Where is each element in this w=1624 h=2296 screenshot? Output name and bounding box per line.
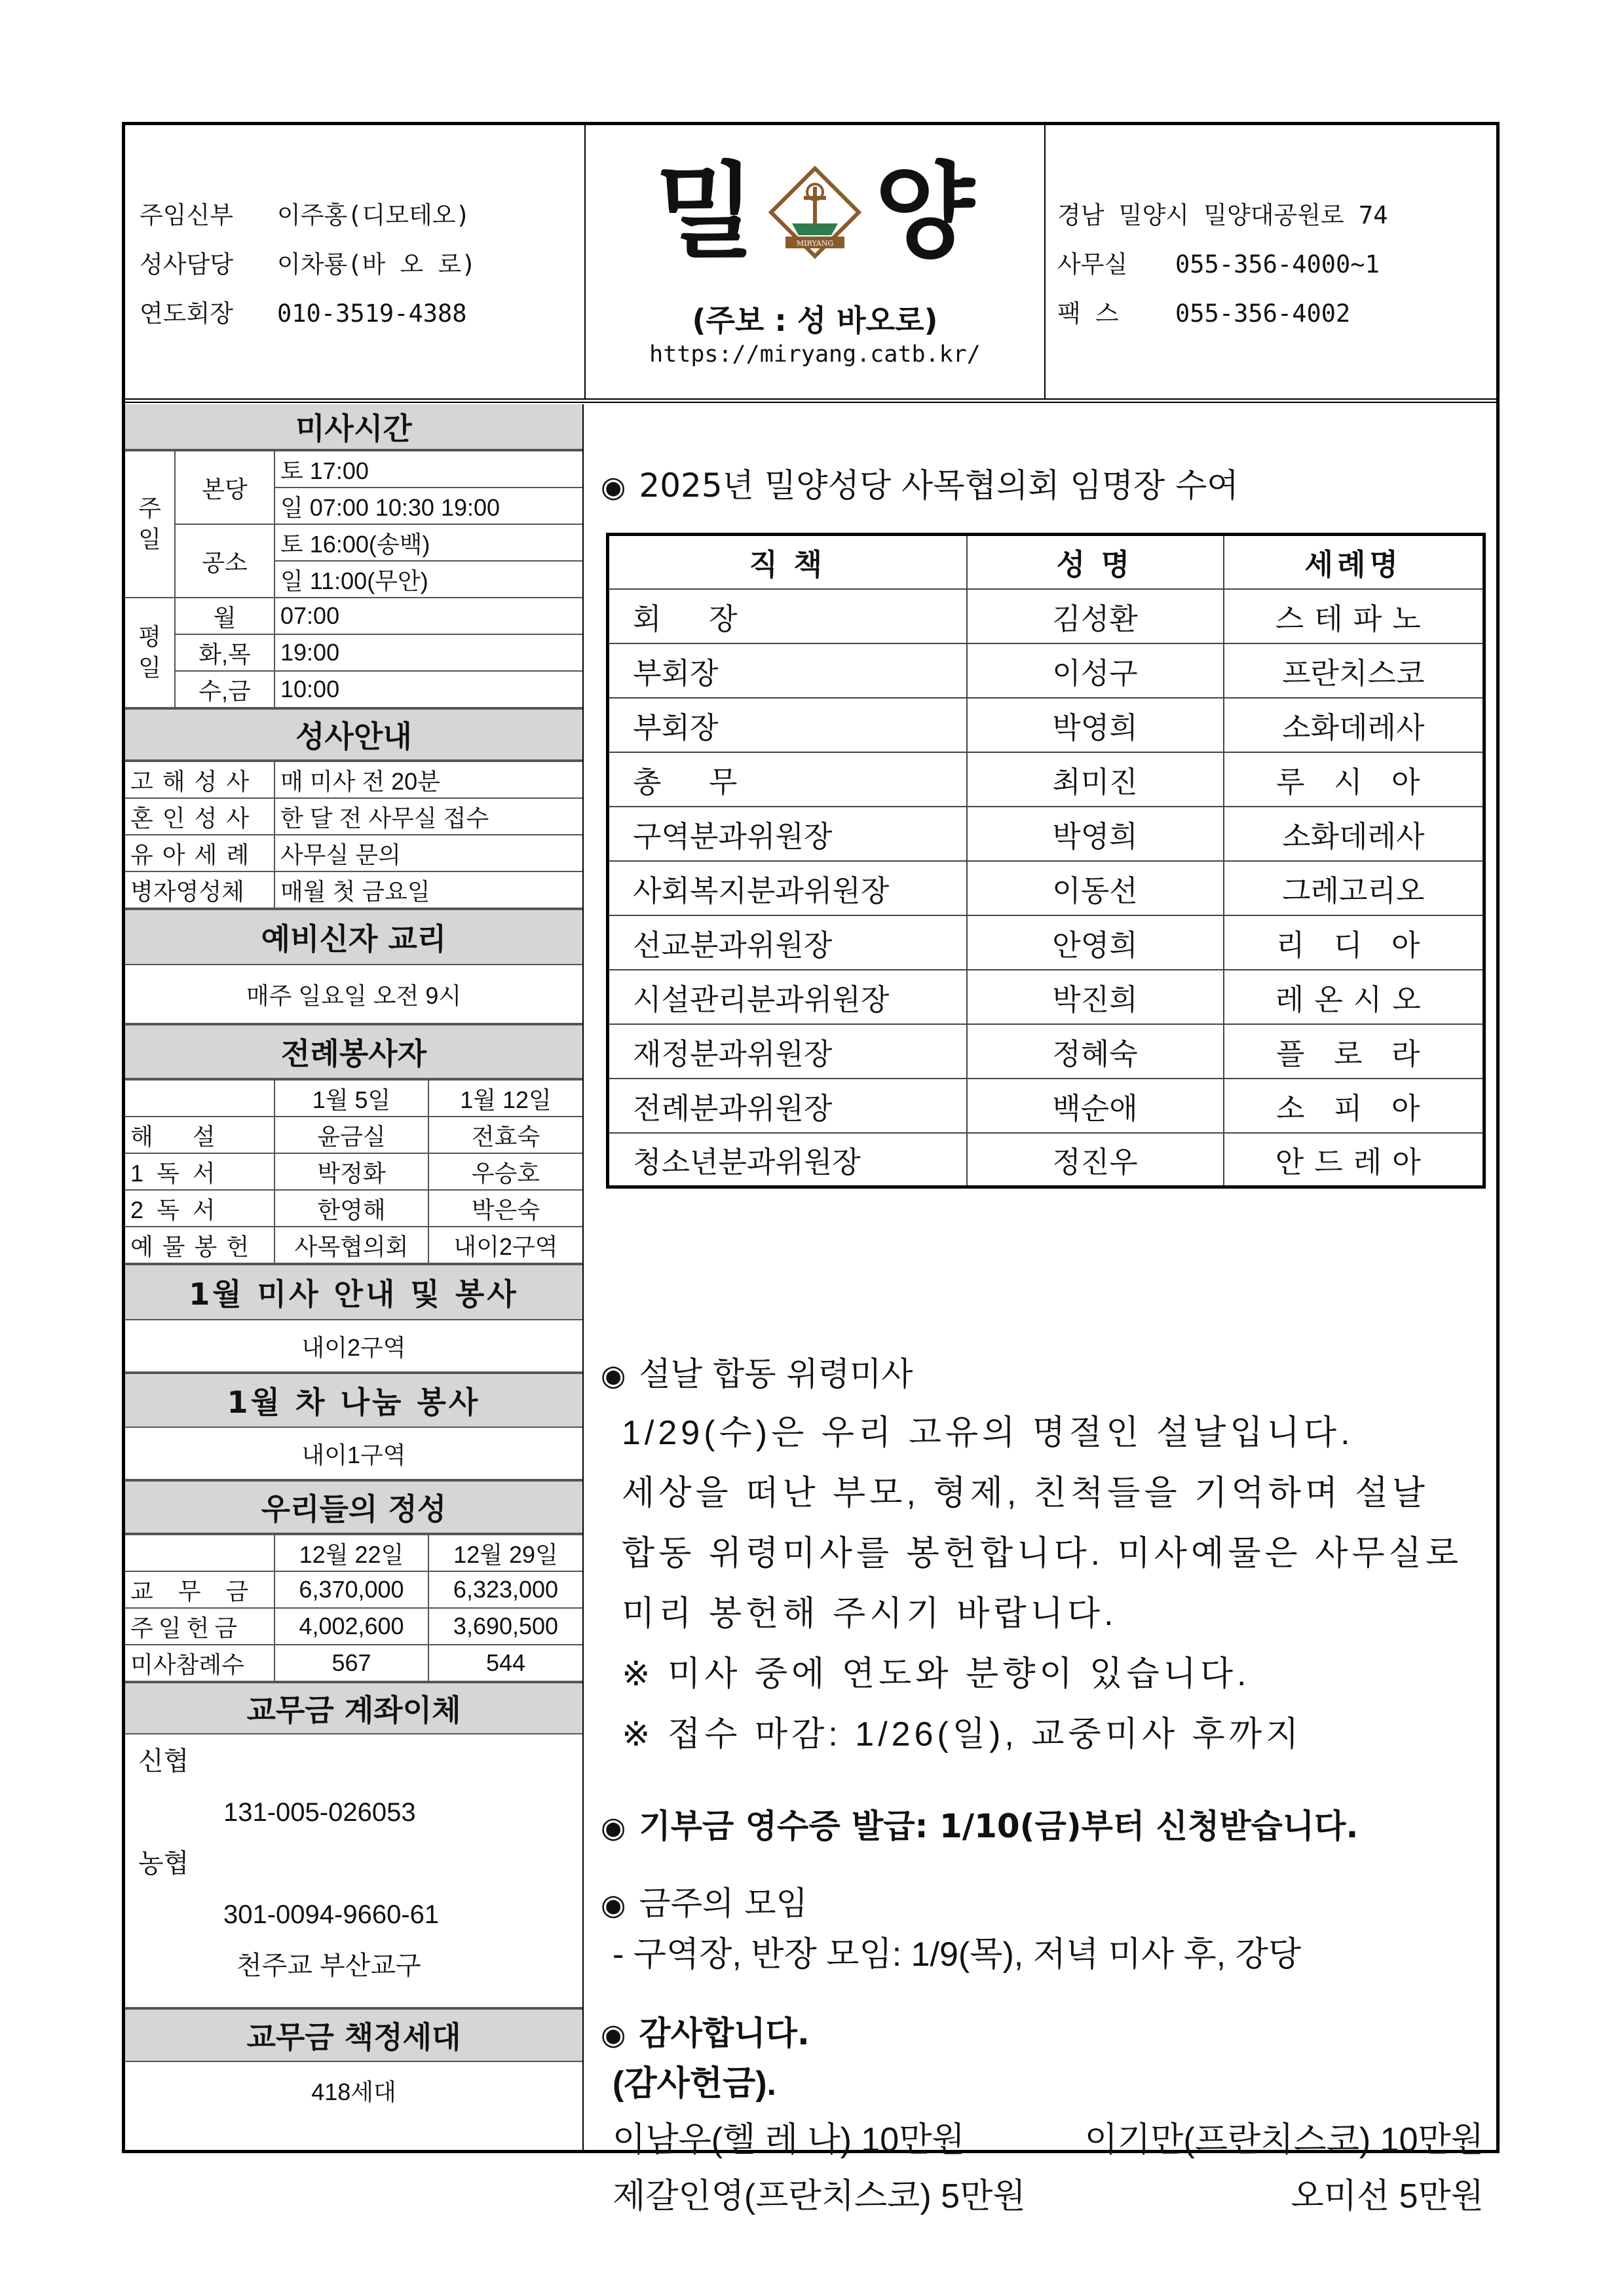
memorial-mass-text	[622, 1403, 1486, 1765]
officer-name: 안영희	[967, 915, 1224, 970]
officer-role: 사회복지분과위원장	[608, 861, 967, 915]
parish-address: 경남 밀양시 밀양대공원로 74	[1057, 201, 1388, 229]
logo	[586, 152, 1044, 273]
officer-name: 김성환	[967, 589, 1224, 643]
liturgy-role: 2 독 서	[125, 1190, 274, 1227]
council-officers-table	[606, 533, 1486, 1189]
section-title: ◉ 금주의 모임	[601, 1885, 808, 1923]
parish-url[interactable]: https://miryang.catb.kr/	[649, 341, 981, 368]
jan-mass-group: 내이2구역	[125, 1320, 582, 1373]
donor: 제갈인영(프란치스코) 5만원	[613, 2177, 1026, 2215]
logo-char-right: 양	[875, 152, 975, 273]
jan-tea-group: 내이1구역	[125, 1428, 582, 1480]
offering-table	[125, 1534, 582, 1682]
mass-time: 10:00	[274, 671, 582, 708]
officer-name: 이동선	[967, 861, 1224, 915]
header-pastor: 주임신부 이주홍(디모테오)	[140, 201, 470, 229]
officer-role: 선교분과위원장	[608, 915, 967, 970]
bullet-icon: ◉	[601, 470, 626, 504]
liturgy-person: 한영해	[274, 1190, 428, 1227]
weekday-day: 월	[175, 598, 274, 634]
account-holder: 천주교 부산교구	[236, 1951, 421, 1980]
offering-value: 4,002,600	[274, 1608, 428, 1645]
liturgy-table	[125, 1079, 582, 1264]
header	[125, 125, 1496, 403]
offering-name: 교 무 금	[125, 1571, 274, 1608]
liturgy-person: 윤금실	[274, 1117, 428, 1153]
catechumen-time: 매주 일요일 오전 9시	[125, 965, 582, 1024]
bank-name: 신협	[138, 1747, 189, 1776]
liturgy-person: 사목협의회	[274, 1227, 428, 1263]
jan-tea-title: 1월 차 나눔 봉사	[125, 1373, 582, 1428]
date-header: 1월 12일	[428, 1080, 582, 1117]
sacrament-name: 유아세례	[125, 835, 274, 871]
col-header: 세례명	[1224, 535, 1484, 589]
section-title: ◉ 설날 합동 위령미사	[601, 1355, 913, 1393]
mass-time: 19:00	[274, 634, 582, 671]
offering-value: 3,690,500	[428, 1608, 582, 1645]
text-line: 1/29(수)은 우리 고유의 명절인 설날입니다.	[622, 1414, 1354, 1452]
bulletin-name: (주보 : 성 바오로)	[692, 303, 938, 338]
sacraments-table	[125, 761, 582, 909]
donor: 이기만(프란치스코) 10만원	[1084, 2121, 1484, 2159]
bullet-icon: ◉	[601, 1811, 626, 1845]
logo-char-left: 밀	[655, 152, 755, 273]
officer-baptism: 레온시오	[1224, 970, 1484, 1024]
liturgy-role: 해 설	[125, 1117, 274, 1153]
offering-value: 567	[274, 1645, 428, 1681]
officer-role: 전례분과위원장	[608, 1079, 967, 1133]
bullet-icon: ◉	[601, 1888, 626, 1922]
officer-name: 박진희	[967, 970, 1224, 1024]
date-header: 12월 29일	[428, 1535, 582, 1571]
mass-times-title: 미사시간	[125, 404, 582, 450]
officer-baptism: 안드레아	[1224, 1133, 1484, 1187]
officer-name: 백순애	[967, 1079, 1224, 1133]
text-line: 합동 위령미사를 봉헌합니다. 미사예물은 사무실로	[622, 1535, 1463, 1573]
blank-cell	[125, 1535, 274, 1571]
offering-name: 미사참례수	[125, 1645, 274, 1681]
households-count: 418세대	[311, 2078, 396, 2105]
weekday-label: 평 일	[125, 598, 175, 708]
liturgy-person: 박은숙	[428, 1190, 582, 1227]
officer-baptism: 프란치스코	[1224, 643, 1484, 698]
date-header: 12월 22일	[274, 1535, 428, 1571]
sacrament-info: 매월 첫 금요일	[274, 871, 582, 908]
sacrament-info: 매 미사 전 20분	[274, 761, 582, 798]
liturgy-person: 우승호	[428, 1153, 582, 1190]
liturgy-person: 박정화	[274, 1153, 428, 1190]
liturgy-role: 예물봉헌	[125, 1227, 274, 1263]
section-title: ◉ 2025년 밀양성당 사목협의회 임명장 수여	[601, 467, 1239, 505]
officer-role: 재정분과위원장	[608, 1024, 967, 1079]
account-number: 301-0094-9660-61	[223, 1900, 440, 1929]
officer-name: 박영희	[967, 807, 1224, 861]
mass-time: 일 07:00 10:30 19:00	[274, 488, 582, 524]
church-emblem-icon	[766, 163, 864, 261]
officer-baptism: 소화데레사	[1224, 807, 1484, 861]
header-yeondo: 연도회장 010-3519-4388	[140, 299, 467, 328]
officer-baptism: 플 로 라	[1224, 1024, 1484, 1079]
transfer-box	[125, 1734, 582, 2008]
right-column	[585, 404, 1496, 2215]
sunday-label: 주 일	[125, 451, 175, 598]
transfer-title: 교무금 계좌이체	[125, 1682, 582, 1734]
officer-role: 회 장	[608, 589, 967, 643]
meeting-text	[613, 1924, 1477, 1985]
blank-cell	[125, 1080, 274, 1117]
thanks-subtitle: (감사헌금).	[613, 2065, 777, 2103]
thanks-list	[613, 2056, 1484, 2225]
sacrament-name: 병자영성체	[125, 871, 274, 908]
officer-name: 이성구	[967, 643, 1224, 698]
officer-name: 최미진	[967, 752, 1224, 807]
offering-title: 우리들의 정성	[125, 1480, 582, 1534]
header-clergy	[125, 125, 586, 398]
officer-name: 정진우	[967, 1133, 1224, 1187]
officer-baptism: 루 시 아	[1224, 752, 1484, 807]
text-line: 세상을 떠난 부모, 형제, 친척들을 기억하며 설날	[622, 1474, 1429, 1512]
logo-text: MIRYANG	[796, 239, 834, 248]
officer-role: 시설관리분과위원장	[608, 970, 967, 1024]
fax-line: 팩 스 055-356-4002	[1057, 299, 1351, 328]
sacrament-info: 한 달 전 사무실 접수	[274, 798, 582, 835]
officer-baptism: 리 디 아	[1224, 915, 1484, 970]
mass-time: 일 11:00(무안)	[274, 561, 582, 598]
text-line: 미리 봉헌해 주시기 바랍니다.	[622, 1595, 1118, 1633]
date-header: 1월 5일	[274, 1080, 428, 1117]
officer-baptism: 스테파노	[1224, 589, 1484, 643]
liturgy-title: 전례봉사자	[125, 1024, 582, 1079]
officer-role: 구역분과위원장	[608, 807, 967, 861]
sacrament-name: 고해성사	[125, 761, 274, 798]
office-phone-line: 사무실 055-356-4000~1	[1057, 250, 1380, 278]
text-line: ※ 미사 중에 연도와 분향이 있습니다.	[622, 1655, 1251, 1693]
sacrament-name: 혼인성사	[125, 798, 274, 835]
officer-role: 부회장	[608, 698, 967, 752]
liturgy-person: 내이2구역	[428, 1227, 582, 1263]
header-logo	[586, 125, 1046, 398]
donor: 오미선 5만원	[1291, 2177, 1484, 2215]
section-title: ◉ 기부금 영수증 발급: 1/10(금)부터 신청받습니다.	[601, 1807, 1359, 1845]
officer-role: 청소년분과위원장	[608, 1133, 967, 1187]
officer-baptism: 소 피 아	[1224, 1079, 1484, 1133]
sacrament-info: 사무실 문의	[274, 835, 582, 871]
bank-name: 농협	[138, 1849, 189, 1878]
offering-value: 6,370,000	[274, 1571, 428, 1608]
mass-time: 07:00	[274, 598, 582, 634]
section-title: ◉ 감사합니다.	[601, 2014, 810, 2052]
main-church-label: 본당	[175, 451, 274, 524]
bullet-icon: ◉	[601, 1359, 626, 1392]
col-header: 직 책	[608, 535, 967, 589]
households-title: 교무금 책정세대	[125, 2008, 582, 2062]
liturgy-role: 1 독 서	[125, 1153, 274, 1190]
officer-role: 부회장	[608, 643, 967, 698]
offering-name: 주일헌금	[125, 1608, 274, 1645]
jan-mass-title: 1월 미사 안내 및 봉사	[125, 1264, 582, 1320]
thanks-row	[613, 2112, 1484, 2168]
sacraments-title: 성사안내	[125, 708, 582, 761]
header-sacrament: 성사담당 이차룡(바 오 로)	[140, 250, 476, 278]
weekday-day: 화,목	[175, 634, 274, 671]
text-line: ※ 접수 마감: 1/26(일), 교중미사 후까지	[622, 1715, 1303, 1753]
officer-name: 박영희	[967, 698, 1224, 752]
bullet-icon: ◉	[601, 2018, 626, 2052]
officer-baptism: 소화데레사	[1224, 698, 1484, 752]
left-column	[125, 404, 584, 2150]
officer-baptism: 그레고리오	[1224, 861, 1484, 915]
mass-time: 토 16:00(송백)	[274, 524, 582, 561]
header-contact	[1046, 125, 1496, 398]
mass-time: 토 17:00	[274, 451, 582, 488]
thanks-row	[613, 2168, 1484, 2225]
col-header: 성 명	[967, 535, 1224, 589]
mission-label: 공소	[175, 524, 274, 598]
officer-name: 정혜숙	[967, 1024, 1224, 1079]
mass-times-table	[125, 450, 582, 708]
officer-role: 총 무	[608, 752, 967, 807]
account-number: 131-005-026053	[223, 1798, 416, 1827]
offering-value: 544	[428, 1645, 582, 1681]
text-line: - 구역장, 반장 모임: 1/9(목), 저녁 미사 후, 강당	[613, 1936, 1302, 1974]
weekday-day: 수,금	[175, 671, 274, 708]
offering-value: 6,323,000	[428, 1571, 582, 1608]
bulletin-frame	[122, 122, 1500, 2215]
catechumen-title: 예비신자 교리	[125, 909, 582, 965]
donor: 이남우(헬 레 나) 10만원	[613, 2121, 965, 2159]
liturgy-person: 전효숙	[428, 1117, 582, 1153]
